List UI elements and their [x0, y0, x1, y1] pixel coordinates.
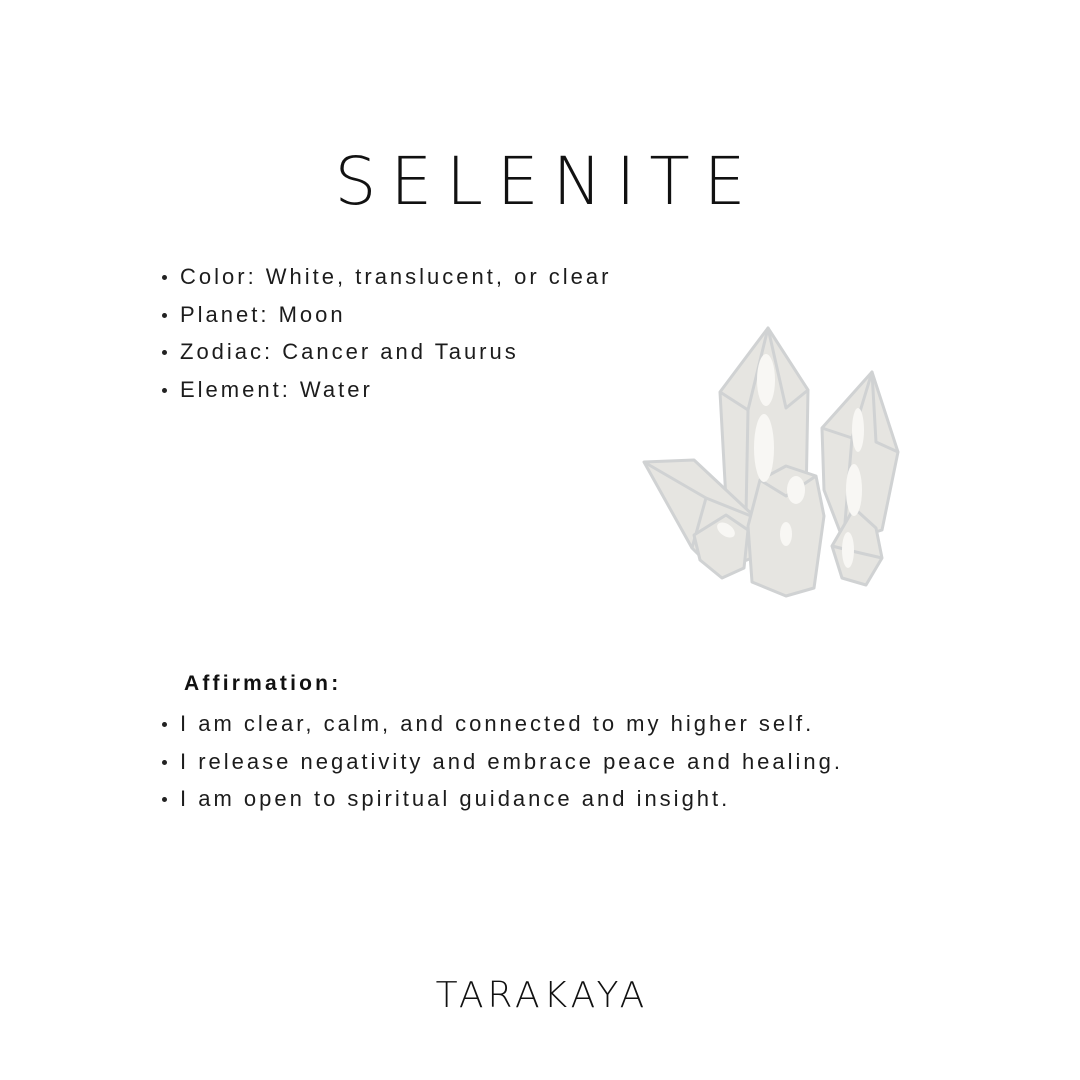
property-planet: Planet: Moon	[160, 296, 611, 334]
property-color: Color: White, translucent, or clear	[160, 258, 611, 296]
affirmation-heading: Affirmation:	[184, 672, 342, 695]
property-element: Element: Water	[160, 371, 611, 409]
brand-name: TARAKAYA	[435, 975, 649, 1016]
affirmation-item: I release negativity and embrace peace and healing.	[160, 743, 843, 781]
properties-list	[160, 258, 611, 408]
affirmation-list	[160, 705, 843, 818]
affirmation-item: I am open to spiritual guidance and insight.	[160, 780, 843, 818]
page-title: SELENITE	[334, 143, 760, 220]
affirmation-item: I am clear, calm, and connected to my higher self.	[160, 705, 843, 743]
crystal-cluster-illustration	[636, 320, 906, 605]
property-zodiac: Zodiac: Cancer and Taurus	[160, 333, 611, 371]
